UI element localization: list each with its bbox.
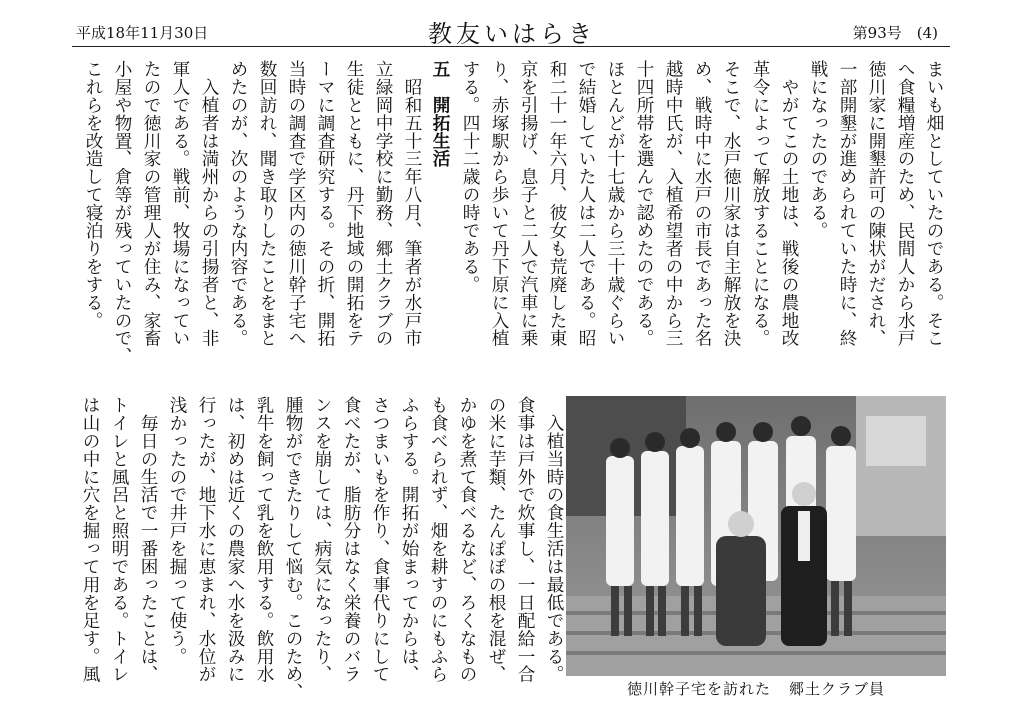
text-column: かゆを煮て食べるなど、ろくなもの: [457, 396, 477, 684]
club-photo: [566, 396, 946, 676]
article-top-block: [66, 60, 948, 370]
text-column: 徳川家に開墾許可の陳状がだされ、: [866, 60, 886, 348]
text-column: 腫物ができたりして悩む。このため、: [283, 396, 303, 702]
text-column: ふらする。開拓が始まってからは、: [399, 396, 419, 684]
text-column: 食事は戸外で炊事し、一日配給一合: [515, 396, 535, 684]
club-photo-image: [566, 396, 946, 676]
text-column: 当時の調査で学区内の徳川幹子宅へ: [286, 60, 306, 348]
text-column: ーマに調査研究する。その折、開拓: [315, 60, 335, 348]
header-rule: [72, 46, 950, 47]
text-column: 戦になったのである。: [808, 60, 828, 240]
text-column: 十四所帯を選んで認めたのである。: [634, 60, 654, 348]
text-column: 生徒とともに、丹下地域の開拓をテ: [344, 60, 364, 348]
photo-caption-left: 徳川幹子宅を訪れた: [626, 680, 771, 698]
text-column: たので徳川家の管理人が住み、家畜: [141, 60, 161, 348]
text-column: は、初めは近くの農家へ水を汲みに: [225, 396, 245, 684]
text-column: 入植当時の食生活は最低である。: [544, 396, 564, 684]
text-column: で結婚していた人は二人である。昭: [576, 60, 596, 348]
article-bottom-block: [66, 396, 568, 706]
text-column: 立緑岡中学校に勤務、郷土クラブの: [373, 60, 393, 348]
text-column: めたのが、次のような内容である。: [228, 60, 248, 348]
text-column: 越時中氏が、入植希望者の中から三: [663, 60, 683, 348]
text-column: め、戦時中に水戸の市長であった名: [692, 60, 712, 348]
issue-number: 第93号 (4): [852, 24, 938, 42]
text-column: 食べたが、脂肪分はなく栄養のバラ: [341, 396, 361, 684]
text-column: これらを改造して寝泊りをする。: [83, 60, 103, 330]
text-column: やがてこの土地は、戦後の農地改: [779, 60, 799, 348]
text-column: 浅かったので井戸を掘って使う。: [167, 396, 187, 666]
text-column: も食べられず、畑を耕すのにもふら: [428, 396, 448, 684]
text-column: は山の中に穴を掘って用を足す。風: [80, 396, 100, 684]
text-column: 行ったが、地下水に恵まれ、水位が: [196, 396, 216, 684]
text-column: 軍人である。戦前、牧場になってい: [170, 60, 190, 348]
text-column: 和二十一年六月、彼女も荒廃した東: [547, 60, 567, 348]
text-column: 毎日の生活で一番困ったことは、: [138, 396, 158, 684]
text-column: 革令によって解放することになる。: [750, 60, 770, 348]
photo-caption: [566, 678, 946, 699]
text-column: する。四十二歳の時である。: [460, 60, 480, 294]
newsletter-title: 教友いはらき: [428, 20, 596, 48]
photo-caption-right: 郷土クラブ員: [789, 680, 886, 698]
text-column: 一部開墾が進められていた時に、終: [837, 60, 857, 348]
text-column: 乳牛を飼って乳を飲用する。飲用水: [254, 396, 274, 684]
issue-date: 平成18年11月30日: [76, 24, 209, 42]
text-column: 小屋や物置、倉等が残っていたので、: [112, 60, 132, 366]
text-column: 京を引揚げ、息子と二人で汽車に乗: [518, 60, 538, 348]
text-column: まいも畑としていたのである。そこ: [924, 60, 944, 348]
text-column: 昭和五十三年八月、筆者が水戸市: [402, 60, 422, 348]
text-column: 数回訪れ、聞き取りしたことをまと: [257, 60, 277, 348]
text-column: り、赤塚駅から歩いて丹下原に入植: [489, 60, 509, 348]
text-column: 入植者は満州からの引揚者と、非: [199, 60, 219, 348]
text-column: の米に芋類、たんぽぽの根を混ぜ、: [486, 396, 506, 684]
text-column: さつまいもを作り、食事代りにして: [370, 396, 390, 684]
text-column: ほとんどが十七歳から三十歳ぐらい: [605, 60, 625, 348]
text-column: へ食糧増産のため、民間人から水戸: [895, 60, 915, 348]
text-column: 五 開拓生活: [430, 60, 451, 168]
text-column: ンスを崩しては、病気になったり、: [312, 396, 332, 684]
text-column: そこで、水戸徳川家は自主解放を決: [721, 60, 741, 348]
text-column: トイレと風呂と照明である。トイレ: [109, 396, 129, 684]
